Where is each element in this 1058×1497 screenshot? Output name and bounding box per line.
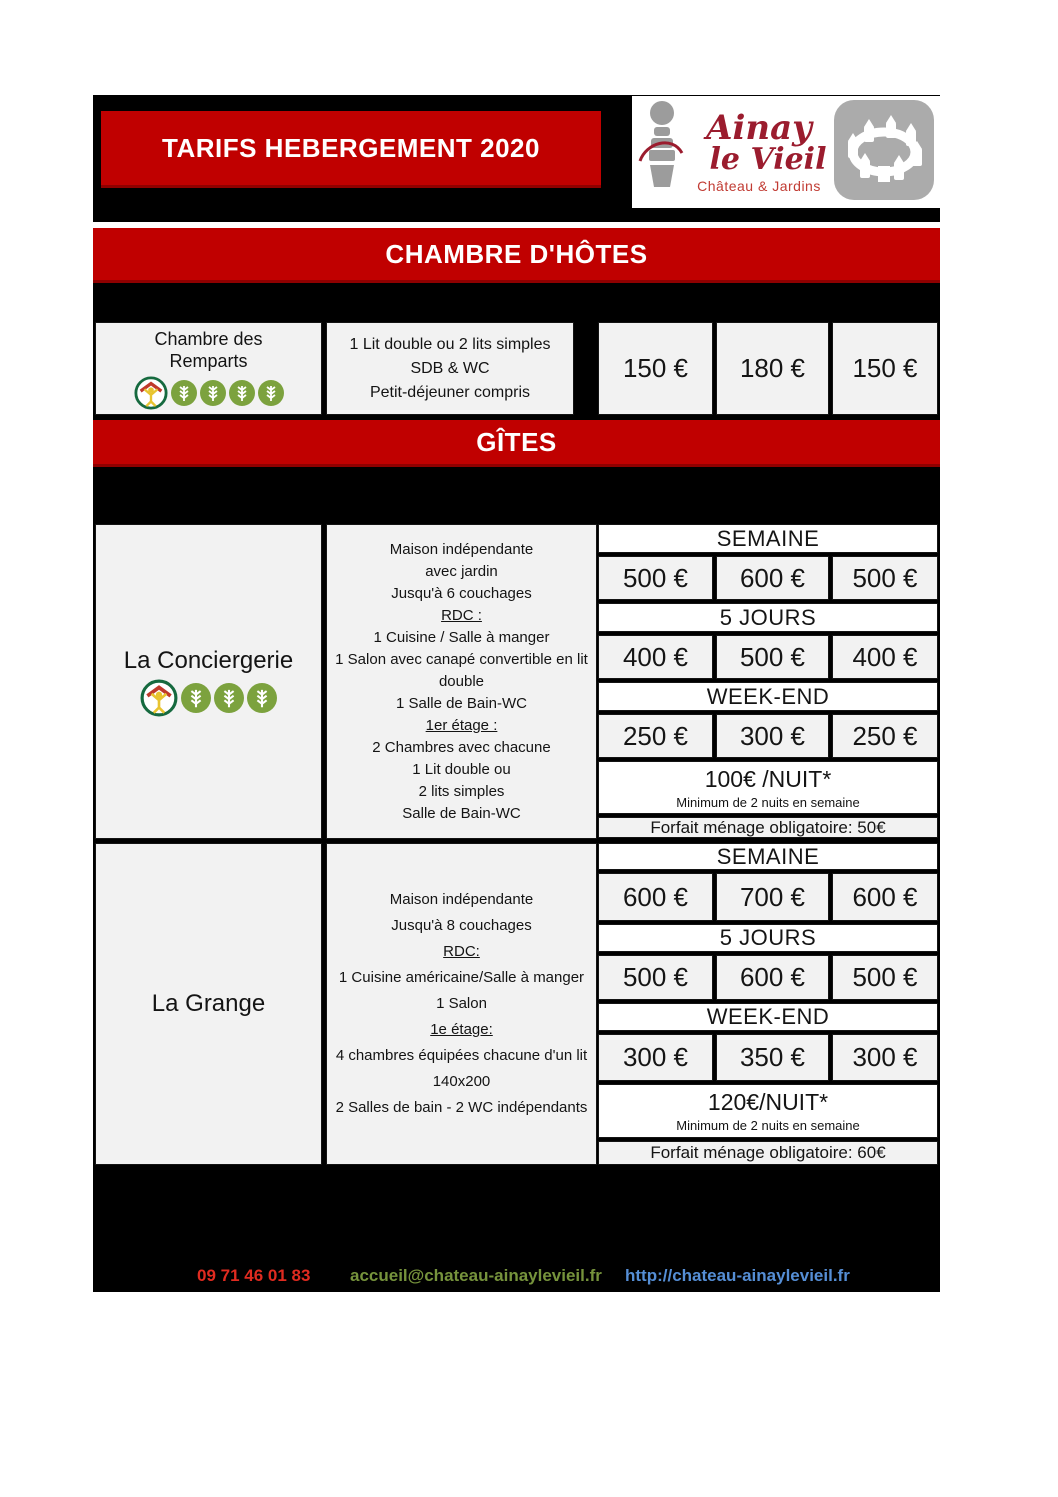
period-header-cell	[598, 524, 938, 553]
epi-icon	[171, 380, 197, 406]
price-cell	[716, 714, 829, 758]
price-value: 300 €	[739, 720, 806, 751]
cleaning-fee-cell	[598, 817, 938, 838]
period-label: WEEK-END	[706, 683, 830, 709]
price-cell	[832, 556, 938, 600]
desc-line: 1 Salle de Bain-WC	[396, 694, 527, 712]
price-cell	[598, 556, 713, 600]
period-label: 5 JOURS	[719, 925, 817, 950]
night-note: Minimum de 2 nuits en semaine	[676, 1118, 860, 1133]
price-value: 250 €	[622, 720, 689, 751]
desc-line: Jusqu'à 8 couchages	[391, 917, 532, 934]
price-cell	[598, 635, 713, 679]
castle-icon	[834, 100, 934, 205]
desc-line: RDC:	[443, 943, 480, 960]
grange-description-cell	[326, 843, 597, 1165]
night-note: Minimum de 2 nuits en semaine	[676, 794, 860, 810]
desc-line: Jusqu'à 6 couchages	[391, 584, 532, 602]
epi-icon	[258, 380, 284, 406]
cleaning-fee: Forfait ménage obligatoire: 50€	[650, 817, 886, 837]
remparts-price-3: 150 €	[852, 353, 918, 383]
night-rate: 100€ /NUIT*	[704, 765, 832, 792]
price-cell	[832, 714, 938, 758]
remparts-price-2: 180 €	[739, 353, 806, 383]
price-cell	[832, 635, 938, 679]
website-link[interactable]: http://chateau-ainaylevieil.fr	[625, 1266, 850, 1285]
grange-name-cell	[95, 843, 322, 1165]
night-rate-cell	[598, 761, 938, 814]
price-value: 400 €	[622, 641, 689, 672]
chambre-dhotes-banner	[93, 228, 940, 283]
gites-banner	[93, 420, 940, 467]
price-value: 700 €	[739, 881, 806, 912]
price-value: 250 €	[852, 720, 918, 751]
grange-name: La Grange	[151, 990, 266, 1017]
remparts-price-cell	[716, 322, 829, 415]
epi-icon	[214, 683, 244, 713]
conciergerie-name: La Conciergerie	[123, 646, 294, 674]
price-cell	[716, 635, 829, 679]
price-value: 400 €	[852, 641, 918, 672]
conciergerie-rating	[140, 679, 277, 717]
price-cell	[598, 1034, 713, 1081]
price-value: 600 €	[622, 881, 689, 912]
remparts-desc-line: Petit-déjeuner compris	[369, 383, 531, 401]
price-value: 600 €	[739, 962, 806, 992]
remparts-description-cell	[326, 322, 574, 415]
remparts-desc-line: SDB & WC	[410, 359, 490, 377]
price-value: 500 €	[622, 962, 689, 992]
logo-name-line2: le Vieil	[709, 141, 827, 177]
desc-line: 1 Cuisine américaine/Salle à manger	[338, 969, 585, 986]
chambre-dhotes-banner-label: CHAMBRE D'HÔTES	[385, 238, 648, 269]
desc-line: Salle de Bain-WC	[402, 804, 521, 822]
conciergerie-name-cell	[95, 524, 322, 839]
desc-line: avec jardin	[425, 562, 498, 580]
desc-line: 1 Salon	[436, 995, 487, 1012]
remparts-name-line1: Chambre des	[154, 328, 263, 349]
remparts-name-line2: Remparts	[169, 350, 248, 371]
price-value: 600 €	[739, 562, 806, 593]
period-header-cell	[598, 682, 938, 711]
price-cell	[716, 955, 829, 1000]
topiary-icon	[638, 99, 684, 206]
price-value: 300 €	[852, 1042, 918, 1072]
period-label: WEEK-END	[706, 1004, 830, 1029]
desc-line: Maison indépendante	[389, 891, 534, 908]
desc-line: Maison indépendante	[389, 540, 534, 558]
cleaning-fee-cell	[598, 1141, 938, 1165]
period-header-cell	[598, 924, 938, 952]
period-label: SEMAINE	[716, 525, 820, 551]
price-value: 600 €	[852, 881, 918, 912]
price-cell	[716, 556, 829, 600]
period-header-cell	[598, 843, 938, 870]
price-value: 500 €	[852, 962, 918, 992]
gites-de-france-logo-icon	[140, 679, 178, 717]
remparts-rating	[134, 376, 284, 410]
period-header-cell	[598, 1003, 938, 1031]
page-title: TARIFS HEBERGEMENT 2020	[162, 132, 540, 163]
desc-line: 2 lits simples	[418, 782, 505, 800]
remparts-price-cell	[598, 322, 713, 415]
epi-icon	[200, 380, 226, 406]
desc-line: RDC :	[441, 606, 482, 624]
price-value: 500 €	[852, 562, 918, 593]
desc-line: 2 Salles de bain - 2 WC indépendants	[335, 1099, 588, 1116]
gites-de-france-logo-icon	[134, 376, 168, 410]
price-value: 500 €	[622, 562, 689, 593]
desc-line: 2 Chambres avec chacune	[372, 738, 551, 756]
logo-text	[684, 107, 834, 194]
price-cell	[716, 1034, 829, 1081]
remparts-price-1: 150 €	[622, 353, 689, 383]
price-cell	[832, 873, 938, 921]
price-cell	[598, 714, 713, 758]
price-cell	[832, 955, 938, 1000]
price-cell	[716, 873, 829, 921]
price-cell	[832, 1034, 938, 1081]
price-value: 300 €	[622, 1042, 689, 1072]
epi-icon	[247, 683, 277, 713]
phone-number[interactable]: 09 71 46 01 83	[197, 1266, 311, 1285]
price-value: 350 €	[739, 1042, 806, 1072]
remparts-price-cell	[832, 322, 938, 415]
desc-line: 1e étage:	[430, 1021, 493, 1038]
epi-icon	[181, 683, 211, 713]
period-label: SEMAINE	[716, 843, 820, 869]
desc-line: 1 Salon avec canapé convertible en lit double	[335, 650, 588, 690]
desc-line: 1er étage :	[425, 716, 498, 734]
conciergerie-price-grid	[598, 524, 938, 839]
night-rate-cell	[598, 1084, 938, 1138]
price-value: 500 €	[739, 641, 806, 672]
chateau-logo	[632, 96, 940, 208]
remparts-desc-line: 1 Lit double ou 2 lits simples	[349, 335, 551, 353]
price-cell	[598, 955, 713, 1000]
logo-subtitle: Château & Jardins	[697, 177, 821, 194]
remparts-name-cell	[95, 322, 322, 415]
period-label: 5 JOURS	[719, 604, 817, 630]
price-cell	[598, 873, 713, 921]
cleaning-fee: Forfait ménage obligatoire: 60€	[650, 1143, 886, 1162]
email-link[interactable]: accueil@chateau-ainaylevieil.fr	[350, 1266, 602, 1285]
desc-line: 1 Cuisine / Salle à manger	[373, 628, 550, 646]
grange-price-grid	[598, 843, 938, 1165]
conciergerie-description-cell	[326, 524, 597, 839]
period-header-cell	[598, 603, 938, 632]
night-rate: 120€/NUIT*	[707, 1089, 829, 1115]
gites-banner-label: GÎTES	[476, 426, 557, 457]
epi-icon	[229, 380, 255, 406]
logo-name-line1: Ainay	[706, 107, 812, 148]
title-banner	[101, 111, 601, 188]
desc-line: 1 Lit double ou	[412, 760, 511, 778]
desc-line: 4 chambres équipées chacune d'un lit 140x200	[335, 1047, 588, 1090]
